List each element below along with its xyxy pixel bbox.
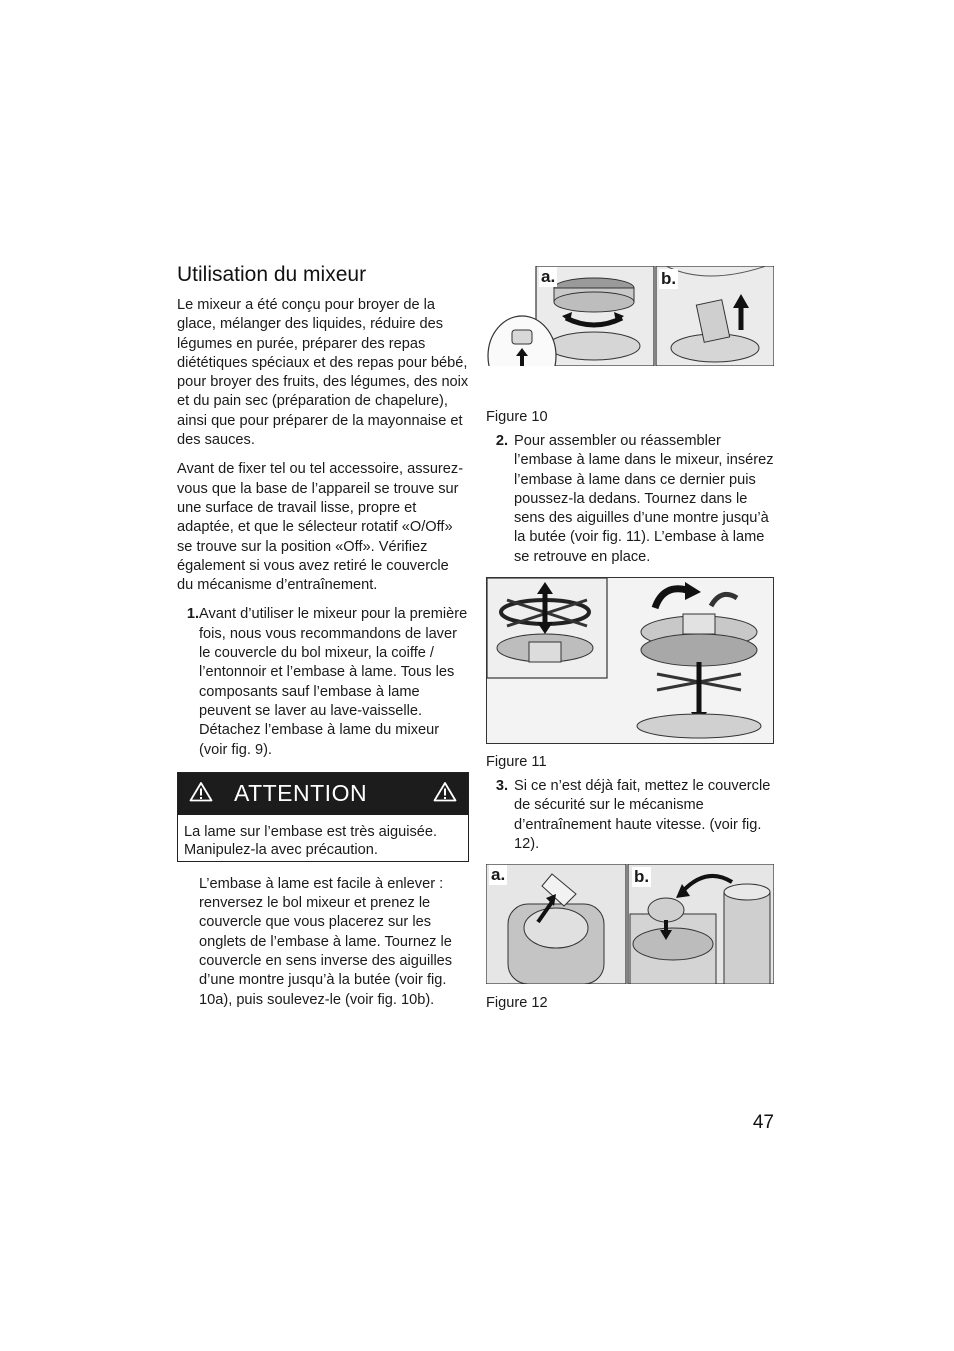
- page-number: 47: [752, 1112, 774, 1133]
- step-3-number: 3.: [495, 778, 508, 795]
- figure-12-label-a: a.: [491, 865, 506, 885]
- figure-11-image: [486, 577, 774, 744]
- step-1-text: Avant d’utiliser le mixeur pour la première fois, nous vous recommandons de laver le couvercle du bol mixeur, la coiffe / l’entonnoir et l’embase à lame. Tous les composants sauf l’embase à lame peuvent se laver au lave-vaisselle. Détachez l’embase à lame du mixeur (voir fig. 9).: [199, 606, 468, 758]
- figure-12-caption: Figure 12: [486, 995, 548, 1012]
- step-2: [486, 432, 774, 567]
- section-heading: Utilisation du mixeur: [177, 263, 367, 286]
- step-3-text: Si ce n’est déjà fait, mettez le couvercle de sécurité sur le mécanisme d’entraînement haute vitesse. (voir fig. 12).: [514, 778, 771, 852]
- figure-10-image: [486, 266, 774, 366]
- left-column: [177, 262, 469, 1020]
- step-1-number: 1.: [186, 606, 199, 623]
- right-column: [486, 266, 774, 1018]
- step-3: [486, 777, 774, 854]
- preparation-paragraph: Avant de fixer tel ou tel accessoire, assurez-vous que la base de l’appareil se trouve sur une surface de travail lisse, propre et adaptée, et que le sélecteur rotatif «O/Off» se trouve sur la position «Off». Vérifiez également si vous avez retiré le couvercle du mécanisme d’entraînement.: [177, 461, 464, 594]
- step-1: [177, 605, 469, 759]
- attention-header: [178, 773, 468, 815]
- warning-triangle-icon: [189, 781, 213, 807]
- figure-10-caption: Figure 10: [486, 409, 548, 425]
- attention-title: ATTENTION: [233, 780, 368, 807]
- figure-10-label-b: b.: [661, 269, 677, 288]
- intro-paragraph: Le mixeur a été conçu pour broyer de la glace, mélanger des liquides, réduire des légumes en purée, préparer des repas diététiques spéciaux et des repas pour bébé, pour broyer des fruits, des légumes, des noix et du pain sec (préparation de chapelure), ainsi que pour préparer de la mayonnaise et des sauces.: [177, 297, 469, 449]
- removal-paragraph: L’embase à lame est facile à enlever : renversez le bol mixeur et prenez le couvercle que vous placerez sur les onglets de l’embase à lame. Tournez le couvercle en sens inverse des aiguilles d’une montre jusqu’à la butée (voir fig. 10a), puis soulevez-le (voir fig. 10b).: [199, 875, 453, 1008]
- figure-11-caption: Figure 11: [486, 754, 547, 771]
- step-2-text: Pour assembler ou réassembler l’embase à lame dans le mixeur, insérez l’embase à lame dans ce dernier puis poussez-la dedans. Tournez dans le sens des aiguilles d’une montre jusqu’à la butée (voir fig. 11). L’embase à lame se retrouve en place.: [514, 433, 774, 565]
- step-2-number: 2.: [495, 433, 508, 449]
- figure-12-label-b: b.: [634, 867, 650, 887]
- figure-10-label-a: a.: [541, 267, 556, 286]
- figure-12-image: [486, 864, 774, 984]
- attention-box: [177, 772, 469, 862]
- warning-triangle-icon: [433, 781, 457, 807]
- attention-text: La lame sur l’embase est très aiguisée. Manipulez-la avec précaution.: [184, 823, 438, 858]
